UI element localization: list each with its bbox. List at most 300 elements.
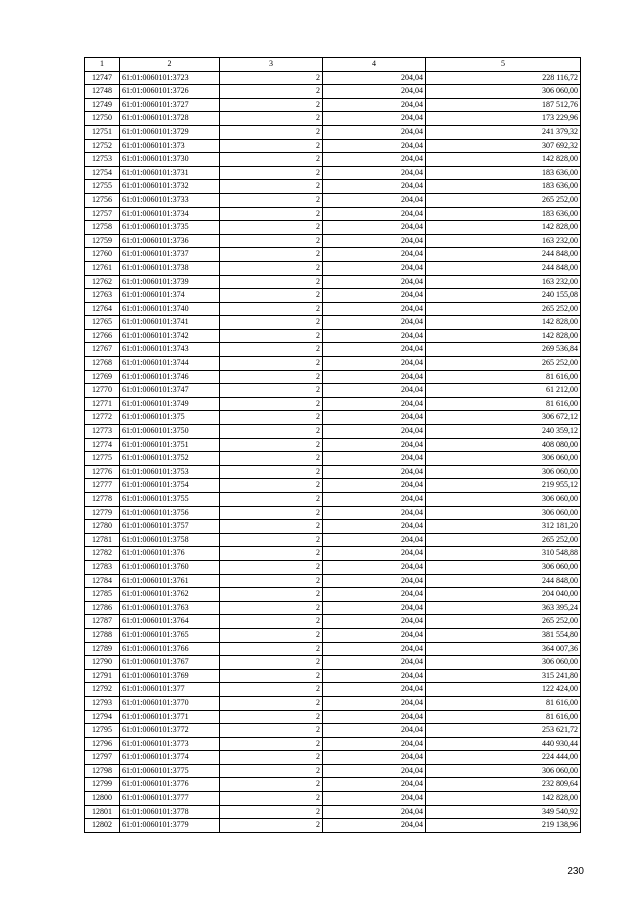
table-cell-col-2: 61:01:0060101:3767	[120, 656, 220, 670]
table-row	[85, 588, 581, 602]
table-cell-col-3: 2	[220, 180, 323, 194]
table-cell-col-4: 204,04	[323, 207, 426, 221]
table-cell-col-2: 61:01:0060101:3750	[120, 425, 220, 439]
table-cell-col-3: 2	[220, 724, 323, 738]
table-cell-col-3: 2	[220, 397, 323, 411]
table-cell-col-1: 12765	[85, 316, 120, 330]
table-row	[85, 819, 581, 833]
table-row	[85, 302, 581, 316]
table-cell-col-5: 240 359,12	[426, 425, 581, 439]
table-cell-col-1: 12756	[85, 193, 120, 207]
table-cell-col-5: 142 828,00	[426, 329, 581, 343]
table-cell-col-4: 204,04	[323, 696, 426, 710]
table-cell-col-1: 12791	[85, 669, 120, 683]
table-cell-col-5: 61 212,00	[426, 384, 581, 398]
table-cell-col-2: 61:01:0060101:3756	[120, 506, 220, 520]
table-cell-col-2: 61:01:0060101:3774	[120, 751, 220, 765]
table-cell-col-4: 204,04	[323, 710, 426, 724]
table-cell-col-2: 61:01:0060101:3772	[120, 724, 220, 738]
table-cell-col-1: 12747	[85, 71, 120, 85]
table-cell-col-1: 12759	[85, 234, 120, 248]
table-cell-col-5: 269 536,84	[426, 343, 581, 357]
table-row	[85, 166, 581, 180]
table-cell-col-5: 381 554,80	[426, 628, 581, 642]
table-row	[85, 180, 581, 194]
table-cell-col-4: 204,04	[323, 370, 426, 384]
table-cell-col-4: 204,04	[323, 792, 426, 806]
table-cell-col-3: 2	[220, 343, 323, 357]
table-cell-col-1: 12752	[85, 139, 120, 153]
table-cell-col-2: 61:01:0060101:3760	[120, 560, 220, 574]
col-header-4: 4	[323, 58, 426, 72]
table-cell-col-4: 204,04	[323, 384, 426, 398]
table-row	[85, 343, 581, 357]
table-row	[85, 153, 581, 167]
table-cell-col-5: 81 616,00	[426, 710, 581, 724]
table-cell-col-3: 2	[220, 506, 323, 520]
table-cell-col-2: 61:01:0060101:3762	[120, 588, 220, 602]
table-row	[85, 574, 581, 588]
table-cell-col-2: 61:01:0060101:3775	[120, 764, 220, 778]
table-cell-col-1: 12797	[85, 751, 120, 765]
table-cell-col-2: 61:01:0060101:3758	[120, 533, 220, 547]
table-cell-col-1: 12799	[85, 778, 120, 792]
table-cell-col-4: 204,04	[323, 316, 426, 330]
table-cell-col-4: 204,04	[323, 357, 426, 371]
table-cell-col-5: 265 252,00	[426, 193, 581, 207]
table-cell-col-1: 12769	[85, 370, 120, 384]
table-cell-col-1: 12802	[85, 819, 120, 833]
table-cell-col-1: 12750	[85, 112, 120, 126]
table-cell-col-5: 349 540,92	[426, 805, 581, 819]
table-cell-col-4: 204,04	[323, 98, 426, 112]
table-cell-col-2: 61:01:0060101:3742	[120, 329, 220, 343]
table-cell-col-4: 204,04	[323, 261, 426, 275]
table-cell-col-3: 2	[220, 533, 323, 547]
table-cell-col-1: 12782	[85, 547, 120, 561]
table-cell-col-1: 12779	[85, 506, 120, 520]
table-cell-col-1: 12749	[85, 98, 120, 112]
table-cell-col-2: 61:01:0060101:3761	[120, 574, 220, 588]
table-row	[85, 71, 581, 85]
table-cell-col-1: 12789	[85, 642, 120, 656]
table-cell-col-1: 12781	[85, 533, 120, 547]
table-cell-col-5: 306 060,00	[426, 465, 581, 479]
table-cell-col-2: 61:01:0060101:3731	[120, 166, 220, 180]
table-cell-col-2: 61:01:0060101:3766	[120, 642, 220, 656]
table-row	[85, 234, 581, 248]
table-cell-col-4: 204,04	[323, 193, 426, 207]
table-cell-col-1: 12761	[85, 261, 120, 275]
table-cell-col-3: 2	[220, 411, 323, 425]
table-cell-col-5: 315 241,80	[426, 669, 581, 683]
table-cell-col-5: 265 252,00	[426, 533, 581, 547]
table-cell-col-4: 204,04	[323, 397, 426, 411]
table-cell-col-1: 12753	[85, 153, 120, 167]
table-cell-col-5: 253 621,72	[426, 724, 581, 738]
table-cell-col-2: 61:01:0060101:3753	[120, 465, 220, 479]
table-cell-col-1: 12787	[85, 615, 120, 629]
table-cell-col-3: 2	[220, 71, 323, 85]
table-row	[85, 384, 581, 398]
table-cell-col-2: 61:01:0060101:3740	[120, 302, 220, 316]
table-cell-col-3: 2	[220, 601, 323, 615]
table-cell-col-4: 204,04	[323, 601, 426, 615]
table-row	[85, 221, 581, 235]
table-cell-col-5: 306 672,12	[426, 411, 581, 425]
table-cell-col-1: 12777	[85, 479, 120, 493]
col-header-2: 2	[120, 58, 220, 72]
table-cell-col-4: 204,04	[323, 329, 426, 343]
table-cell-col-2: 61:01:0060101:3737	[120, 248, 220, 262]
table-cell-col-2: 61:01:0060101:3730	[120, 153, 220, 167]
table-cell-col-1: 12771	[85, 397, 120, 411]
table-cell-col-5: 310 548,88	[426, 547, 581, 561]
table-row	[85, 289, 581, 303]
table-cell-col-3: 2	[220, 125, 323, 139]
table-cell-col-5: 312 181,20	[426, 520, 581, 534]
table-row	[85, 316, 581, 330]
table-row	[85, 710, 581, 724]
table-row	[85, 452, 581, 466]
table-cell-col-5: 232 809,64	[426, 778, 581, 792]
table-cell-col-1: 12780	[85, 520, 120, 534]
table-cell-col-1: 12766	[85, 329, 120, 343]
table-cell-col-5: 163 232,00	[426, 275, 581, 289]
table-cell-col-3: 2	[220, 370, 323, 384]
table-cell-col-1: 12751	[85, 125, 120, 139]
table-cell-col-1: 12778	[85, 493, 120, 507]
table-cell-col-4: 204,04	[323, 248, 426, 262]
table-row	[85, 737, 581, 751]
table-cell-col-5: 307 692,32	[426, 139, 581, 153]
table-cell-col-4: 204,04	[323, 275, 426, 289]
table-row	[85, 764, 581, 778]
table-row	[85, 615, 581, 629]
table-row	[85, 520, 581, 534]
table-cell-col-3: 2	[220, 221, 323, 235]
table-cell-col-5: 241 379,32	[426, 125, 581, 139]
table-cell-col-2: 61:01:0060101:3778	[120, 805, 220, 819]
table-cell-col-5: 244 848,00	[426, 574, 581, 588]
table-cell-col-4: 204,04	[323, 615, 426, 629]
table-cell-col-3: 2	[220, 302, 323, 316]
table-cell-col-5: 183 636,00	[426, 207, 581, 221]
table-cell-col-3: 2	[220, 642, 323, 656]
table-cell-col-4: 204,04	[323, 506, 426, 520]
table-cell-col-3: 2	[220, 669, 323, 683]
table-row	[85, 506, 581, 520]
table-cell-col-3: 2	[220, 153, 323, 167]
table-cell-col-4: 204,04	[323, 669, 426, 683]
table-cell-col-1: 12763	[85, 289, 120, 303]
table-cell-col-5: 408 080,00	[426, 438, 581, 452]
table-cell-col-5: 244 848,00	[426, 248, 581, 262]
table-cell-col-1: 12783	[85, 560, 120, 574]
table-cell-col-2: 61:01:0060101:3735	[120, 221, 220, 235]
table-cell-col-5: 224 444,00	[426, 751, 581, 765]
table-cell-col-5: 204 040,00	[426, 588, 581, 602]
table-cell-col-4: 204,04	[323, 574, 426, 588]
table-cell-col-2: 61:01:0060101:3773	[120, 737, 220, 751]
table-cell-col-1: 12775	[85, 452, 120, 466]
table-cell-col-3: 2	[220, 248, 323, 262]
table-cell-col-4: 204,04	[323, 520, 426, 534]
table-cell-col-5: 306 060,00	[426, 452, 581, 466]
table-cell-col-3: 2	[220, 139, 323, 153]
table-row	[85, 628, 581, 642]
table-cell-col-4: 204,04	[323, 125, 426, 139]
table-cell-col-2: 61:01:0060101:3770	[120, 696, 220, 710]
table-cell-col-5: 219 955,12	[426, 479, 581, 493]
table-cell-col-2: 61:01:0060101:373	[120, 139, 220, 153]
table-cell-col-3: 2	[220, 792, 323, 806]
table-cell-col-5: 306 060,00	[426, 506, 581, 520]
table-cell-col-1: 12748	[85, 85, 120, 99]
table-cell-col-1: 12773	[85, 425, 120, 439]
table-cell-col-1: 12785	[85, 588, 120, 602]
col-header-3: 3	[220, 58, 323, 72]
table-cell-col-5: 306 060,00	[426, 656, 581, 670]
table-cell-col-5: 163 232,00	[426, 234, 581, 248]
table-cell-col-1: 12794	[85, 710, 120, 724]
table-cell-col-1: 12760	[85, 248, 120, 262]
table-cell-col-4: 204,04	[323, 166, 426, 180]
table-row	[85, 139, 581, 153]
table-cell-col-1: 12767	[85, 343, 120, 357]
table-cell-col-2: 61:01:0060101:3727	[120, 98, 220, 112]
table-cell-col-3: 2	[220, 85, 323, 99]
table-row	[85, 85, 581, 99]
table-cell-col-1: 12786	[85, 601, 120, 615]
table-cell-col-5: 306 060,00	[426, 493, 581, 507]
table-cell-col-3: 2	[220, 275, 323, 289]
table-cell-col-2: 61:01:0060101:3779	[120, 819, 220, 833]
table-cell-col-2: 61:01:0060101:375	[120, 411, 220, 425]
table-cell-col-4: 204,04	[323, 560, 426, 574]
table-cell-col-2: 61:01:0060101:3734	[120, 207, 220, 221]
table-cell-col-4: 204,04	[323, 533, 426, 547]
table-cell-col-1: 12796	[85, 737, 120, 751]
table-header	[85, 58, 581, 72]
table-row	[85, 724, 581, 738]
table-cell-col-4: 204,04	[323, 343, 426, 357]
table-cell-col-3: 2	[220, 656, 323, 670]
table-cell-col-2: 61:01:0060101:3726	[120, 85, 220, 99]
table-cell-col-1: 12788	[85, 628, 120, 642]
data-table	[84, 57, 581, 833]
table-cell-col-1: 12801	[85, 805, 120, 819]
table-cell-col-3: 2	[220, 520, 323, 534]
header-row	[85, 58, 581, 72]
table-cell-col-2: 61:01:0060101:3746	[120, 370, 220, 384]
table-cell-col-2: 61:01:0060101:3771	[120, 710, 220, 724]
table-row	[85, 465, 581, 479]
table-cell-col-4: 204,04	[323, 71, 426, 85]
table-cell-col-4: 204,04	[323, 425, 426, 439]
table-cell-col-4: 204,04	[323, 153, 426, 167]
table-cell-col-1: 12793	[85, 696, 120, 710]
table-row	[85, 193, 581, 207]
table-cell-col-4: 204,04	[323, 656, 426, 670]
table-cell-col-2: 61:01:0060101:3741	[120, 316, 220, 330]
table-cell-col-2: 61:01:0060101:3749	[120, 397, 220, 411]
table-cell-col-1: 12798	[85, 764, 120, 778]
table-cell-col-1: 12754	[85, 166, 120, 180]
table-cell-col-5: 183 636,00	[426, 180, 581, 194]
table-body	[85, 71, 581, 832]
table-cell-col-3: 2	[220, 98, 323, 112]
table-cell-col-3: 2	[220, 261, 323, 275]
table-cell-col-3: 2	[220, 547, 323, 561]
table-cell-col-5: 306 060,00	[426, 560, 581, 574]
table-cell-col-5: 183 636,00	[426, 166, 581, 180]
table-cell-col-2: 61:01:0060101:3733	[120, 193, 220, 207]
table-cell-col-2: 61:01:0060101:3754	[120, 479, 220, 493]
table-cell-col-2: 61:01:0060101:3743	[120, 343, 220, 357]
table-cell-col-2: 61:01:0060101:3755	[120, 493, 220, 507]
table-row	[85, 112, 581, 126]
table-cell-col-5: 306 060,00	[426, 85, 581, 99]
table-cell-col-3: 2	[220, 615, 323, 629]
table-cell-col-3: 2	[220, 112, 323, 126]
table-cell-col-3: 2	[220, 764, 323, 778]
table-cell-col-4: 204,04	[323, 819, 426, 833]
table-cell-col-2: 61:01:0060101:3757	[120, 520, 220, 534]
table-cell-col-2: 61:01:0060101:3776	[120, 778, 220, 792]
table-cell-col-4: 204,04	[323, 805, 426, 819]
table-cell-col-5: 364 007,36	[426, 642, 581, 656]
table-row	[85, 329, 581, 343]
table-row	[85, 642, 581, 656]
table-cell-col-3: 2	[220, 289, 323, 303]
table-cell-col-5: 244 848,00	[426, 261, 581, 275]
table-cell-col-4: 204,04	[323, 628, 426, 642]
table-cell-col-4: 204,04	[323, 85, 426, 99]
table-cell-col-5: 81 616,00	[426, 696, 581, 710]
table-cell-col-2: 61:01:0060101:3747	[120, 384, 220, 398]
table-cell-col-2: 61:01:0060101:3728	[120, 112, 220, 126]
table-cell-col-2: 61:01:0060101:3723	[120, 71, 220, 85]
table-row	[85, 438, 581, 452]
table-cell-col-3: 2	[220, 193, 323, 207]
table-cell-col-3: 2	[220, 683, 323, 697]
table-cell-col-5: 265 252,00	[426, 357, 581, 371]
table-cell-col-2: 61:01:0060101:3732	[120, 180, 220, 194]
table-cell-col-3: 2	[220, 166, 323, 180]
table-cell-col-2: 61:01:0060101:3738	[120, 261, 220, 275]
table-cell-col-1: 12757	[85, 207, 120, 221]
table-cell-col-5: 363 395,24	[426, 601, 581, 615]
table-cell-col-4: 204,04	[323, 234, 426, 248]
table-row	[85, 411, 581, 425]
table-row	[85, 533, 581, 547]
table-cell-col-1: 12774	[85, 438, 120, 452]
table-cell-col-4: 204,04	[323, 724, 426, 738]
table-cell-col-3: 2	[220, 357, 323, 371]
table-cell-col-4: 204,04	[323, 547, 426, 561]
table-cell-col-3: 2	[220, 316, 323, 330]
table-cell-col-5: 306 060,00	[426, 764, 581, 778]
table-row	[85, 207, 581, 221]
table-cell-col-5: 142 828,00	[426, 316, 581, 330]
table-row	[85, 370, 581, 384]
table-cell-col-4: 204,04	[323, 764, 426, 778]
table-cell-col-3: 2	[220, 465, 323, 479]
table-row	[85, 778, 581, 792]
table-cell-col-4: 204,04	[323, 289, 426, 303]
table-cell-col-4: 204,04	[323, 588, 426, 602]
table-cell-col-1: 12772	[85, 411, 120, 425]
table-cell-col-4: 204,04	[323, 479, 426, 493]
table-cell-col-2: 61:01:0060101:3765	[120, 628, 220, 642]
table-cell-col-2: 61:01:0060101:3751	[120, 438, 220, 452]
table-cell-col-5: 219 138,96	[426, 819, 581, 833]
table-cell-col-4: 204,04	[323, 465, 426, 479]
table-cell-col-4: 204,04	[323, 112, 426, 126]
table-cell-col-3: 2	[220, 425, 323, 439]
table-cell-col-5: 228 116,72	[426, 71, 581, 85]
table-cell-col-5: 81 616,00	[426, 397, 581, 411]
table-row	[85, 397, 581, 411]
table-cell-col-3: 2	[220, 696, 323, 710]
table-cell-col-3: 2	[220, 778, 323, 792]
table-cell-col-1: 12755	[85, 180, 120, 194]
table-cell-col-2: 61:01:0060101:376	[120, 547, 220, 561]
table-row	[85, 805, 581, 819]
table-cell-col-3: 2	[220, 438, 323, 452]
table-cell-col-5: 440 930,44	[426, 737, 581, 751]
table-cell-col-1: 12784	[85, 574, 120, 588]
table-row	[85, 792, 581, 806]
table-cell-col-4: 204,04	[323, 683, 426, 697]
table-row	[85, 493, 581, 507]
table-cell-col-2: 61:01:0060101:3739	[120, 275, 220, 289]
table-cell-col-1: 12764	[85, 302, 120, 316]
table-cell-col-1: 12770	[85, 384, 120, 398]
table-cell-col-4: 204,04	[323, 642, 426, 656]
table-row	[85, 261, 581, 275]
table-row	[85, 547, 581, 561]
table-cell-col-2: 61:01:0060101:3736	[120, 234, 220, 248]
table-cell-col-3: 2	[220, 737, 323, 751]
table-cell-col-3: 2	[220, 384, 323, 398]
table-cell-col-1: 12758	[85, 221, 120, 235]
table-cell-col-5: 173 229,96	[426, 112, 581, 126]
table-cell-col-3: 2	[220, 560, 323, 574]
col-header-5: 5	[426, 58, 581, 72]
table-row	[85, 683, 581, 697]
table-cell-col-2: 61:01:0060101:377	[120, 683, 220, 697]
table-cell-col-5: 81 616,00	[426, 370, 581, 384]
table-row	[85, 656, 581, 670]
table-cell-col-3: 2	[220, 479, 323, 493]
table-cell-col-4: 204,04	[323, 452, 426, 466]
table-row	[85, 479, 581, 493]
table-row	[85, 696, 581, 710]
table-cell-col-3: 2	[220, 207, 323, 221]
table-cell-col-4: 204,04	[323, 737, 426, 751]
table-cell-col-5: 142 828,00	[426, 221, 581, 235]
table-row	[85, 357, 581, 371]
table-cell-col-3: 2	[220, 819, 323, 833]
table-cell-col-5: 240 155,08	[426, 289, 581, 303]
table-cell-col-1: 12776	[85, 465, 120, 479]
table-row	[85, 751, 581, 765]
table-cell-col-3: 2	[220, 493, 323, 507]
table-cell-col-4: 204,04	[323, 139, 426, 153]
table-cell-col-3: 2	[220, 588, 323, 602]
